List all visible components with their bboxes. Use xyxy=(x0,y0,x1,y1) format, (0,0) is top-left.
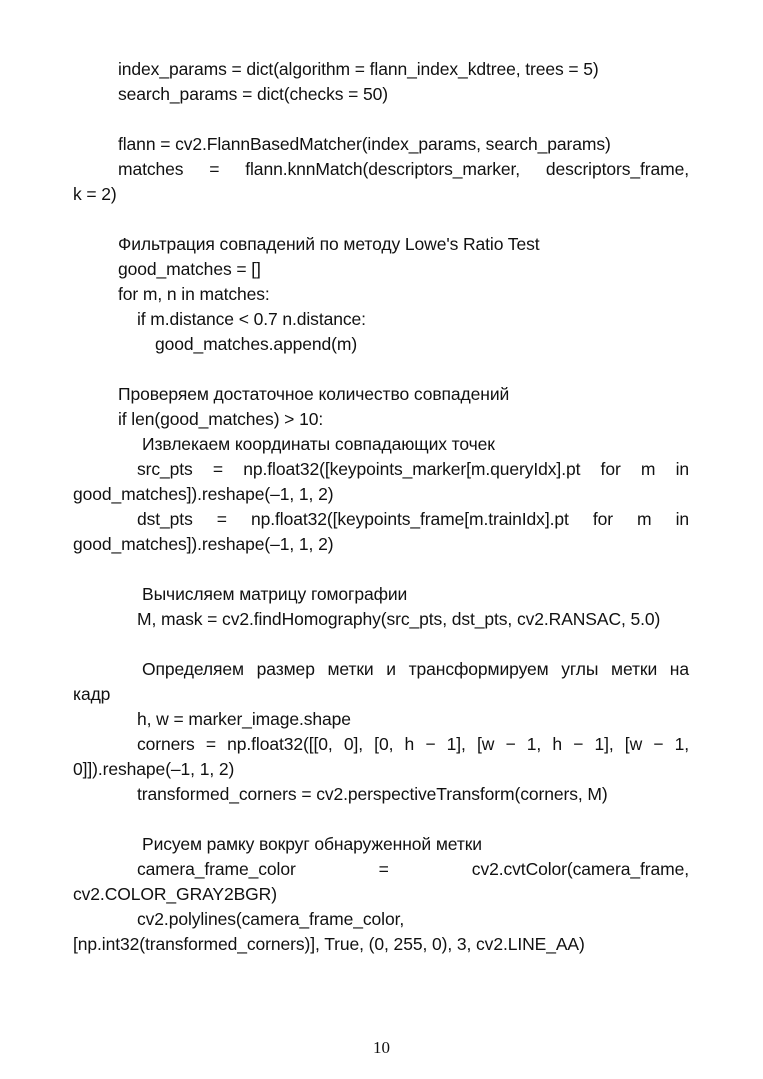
code-line: good_matches]).reshape(–1, 1, 2) xyxy=(73,534,334,554)
code-line: index_params = dict(algorithm = flann_index_kdtree, trees = 5) xyxy=(118,59,599,79)
code-line: flann = cv2.FlannBasedMatcher(index_params, search_params) xyxy=(118,134,611,154)
code-line: corners = np.float32([[0, 0], [0, h − 1], [w − 1, h − 1], [w − 1, xyxy=(137,734,689,754)
code-line: camera_frame_color = cv2.cvtColor(camera_frame, xyxy=(137,859,689,879)
page-number: 10 xyxy=(373,1038,390,1057)
code-line: good_matches]).reshape(–1, 1, 2) xyxy=(73,484,334,504)
code-line: [np.int32(transformed_corners)], True, (0, 255, 0), 3, cv2.LINE_AA) xyxy=(73,934,585,954)
code-line: 0]]).reshape(–1, 1, 2) xyxy=(73,759,235,779)
code-line: for m, n in matches: xyxy=(118,284,270,304)
comment-line: Определяем размер метки и трансформируем углы метки на xyxy=(142,659,689,679)
code-line: search_params = dict(checks = 50) xyxy=(118,84,389,104)
code-line: cv2.polylines(camera_frame_color, xyxy=(137,909,405,929)
code-line: transformed_corners = cv2.perspectiveTransform(corners, M) xyxy=(137,784,608,804)
code-line: matches = flann.knnMatch(descriptors_marker, descriptors_frame, xyxy=(118,159,689,179)
code-line: good_matches = [] xyxy=(118,259,261,279)
code-line: good_matches.append(m) xyxy=(155,334,358,354)
comment-line: Фильтрация совпадений по методу Lowe's Ratio Test xyxy=(118,234,540,254)
code-line: if len(good_matches) > 10: xyxy=(118,409,324,429)
code-line: cv2.COLOR_GRAY2BGR) xyxy=(73,884,277,904)
code-line: if m.distance < 0.7 n.distance: xyxy=(137,309,366,329)
code-line: dst_pts = np.float32([keypoints_frame[m.trainIdx].pt for m in xyxy=(137,509,689,529)
code-line: h, w = marker_image.shape xyxy=(137,709,351,729)
comment-line: Рисуем рамку вокруг обнаруженной метки xyxy=(142,834,482,854)
code-line: M, mask = cv2.findHomography(src_pts, dst_pts, cv2.RANSAC, 5.0) xyxy=(137,609,661,629)
comment-line: кадр xyxy=(73,684,111,704)
comment-line: Проверяем достаточное количество совпадений xyxy=(118,384,510,404)
comment-line: Вычисляем матрицу гомографии xyxy=(142,584,408,604)
code-line: k = 2) xyxy=(73,184,117,204)
comment-line: Извлекаем координаты совпадающих точек xyxy=(142,434,495,454)
code-line: src_pts = np.float32([keypoints_marker[m.queryIdx].pt for m in xyxy=(137,459,689,479)
